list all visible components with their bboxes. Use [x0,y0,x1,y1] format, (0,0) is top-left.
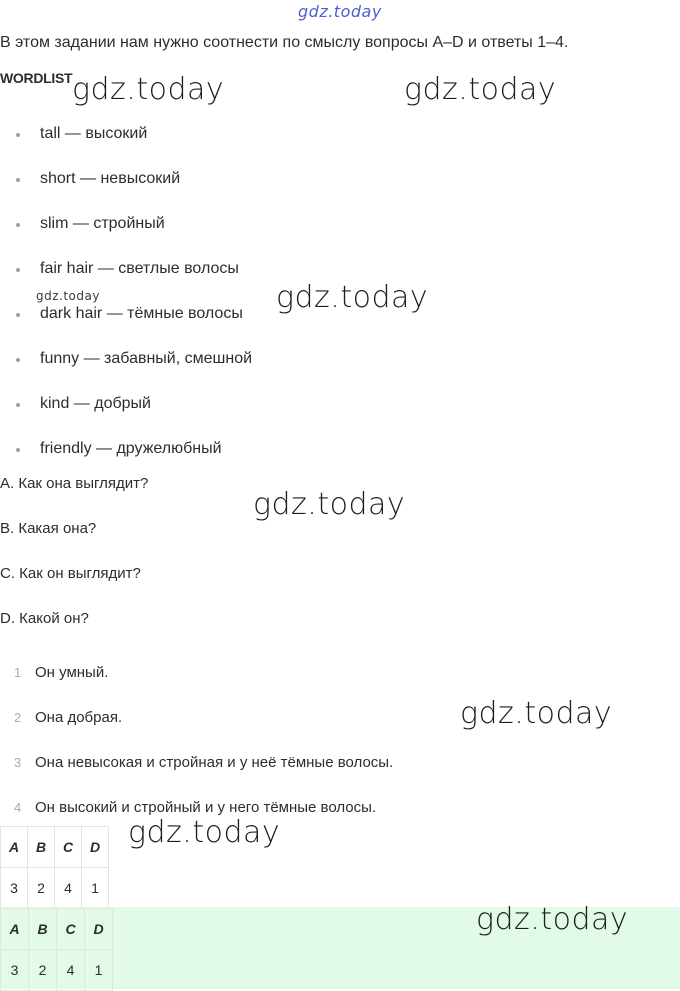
question-item: C. Как он выглядит? [0,565,141,582]
watermark: gdz.today [253,487,406,522]
wordlist-item: kind — добрый [16,393,252,438]
table-header-cell: D [82,827,109,868]
answer-number: 1 [14,665,22,680]
wordlist [16,123,252,483]
answer-text: Он высокий и стройный и у него тёмные волосы. [35,799,377,816]
table-header-cell: B [28,827,55,868]
watermark: gdz.today [460,696,613,731]
answer-table [0,826,109,909]
watermark: gdz.today [72,72,225,107]
table-cell: 3 [1,868,28,909]
answer-number: 4 [14,800,22,815]
table-cell: 1 [82,868,109,909]
answer-text: Она добрая. [35,709,123,726]
watermark: gdz.today [476,902,629,937]
answer-text: Она невысокая и стройная и у неё тёмные волосы. [35,754,394,771]
question-item: D. Какой он? [0,610,89,627]
watermark: gdz.today [128,815,281,850]
wordlist-heading: WORDLIST [0,70,73,86]
answer-table-highlighted [0,908,113,991]
wordlist-item: tall — высокий [16,123,252,168]
watermark: gdz.today [276,280,429,315]
table-header-cell: C [57,909,85,950]
table-header-cell: C [55,827,82,868]
question-item: A. Как она выглядит? [0,475,149,492]
watermark-small: gdz.today [36,289,100,303]
table-cell: 3 [1,950,29,991]
wordlist-item: slim — стройный [16,213,252,258]
wordlist-item: fair hair — светлые волосы [16,258,252,303]
watermark: gdz.today [404,72,557,107]
answer-number: 3 [14,755,22,770]
table-header-cell: D [85,909,113,950]
watermark-top: gdz.today [298,2,382,21]
table-header-cell: A [1,827,28,868]
table-header-cell: A [1,909,29,950]
wordlist-item: friendly — дружелюбный [16,438,252,483]
intro-text: В этом задании нам нужно соотнести по смыслу вопросы A–D и ответы 1–4. [0,34,569,51]
question-item: B. Какая она? [0,520,97,537]
table-row [1,868,109,909]
answer-item [14,753,393,798]
wordlist-item: dark hair — тёмные волосы [16,303,252,348]
table-cell: 1 [85,950,113,991]
table-header-row [1,909,113,950]
wordlist-item: funny — забавный, смешной [16,348,252,393]
answers-list [14,663,393,843]
wordlist-item: short — невысокий [16,168,252,213]
table-cell: 4 [55,868,82,909]
answer-number: 2 [14,710,22,725]
table-header-row [1,827,109,868]
table-cell: 2 [29,950,57,991]
table-header-cell: B [29,909,57,950]
table-row [1,950,113,991]
answer-item [14,708,393,753]
table-cell: 2 [28,868,55,909]
answer-text: Он умный. [35,664,109,681]
answer-item [14,663,393,708]
questions-list [0,474,148,654]
table-cell: 4 [57,950,85,991]
